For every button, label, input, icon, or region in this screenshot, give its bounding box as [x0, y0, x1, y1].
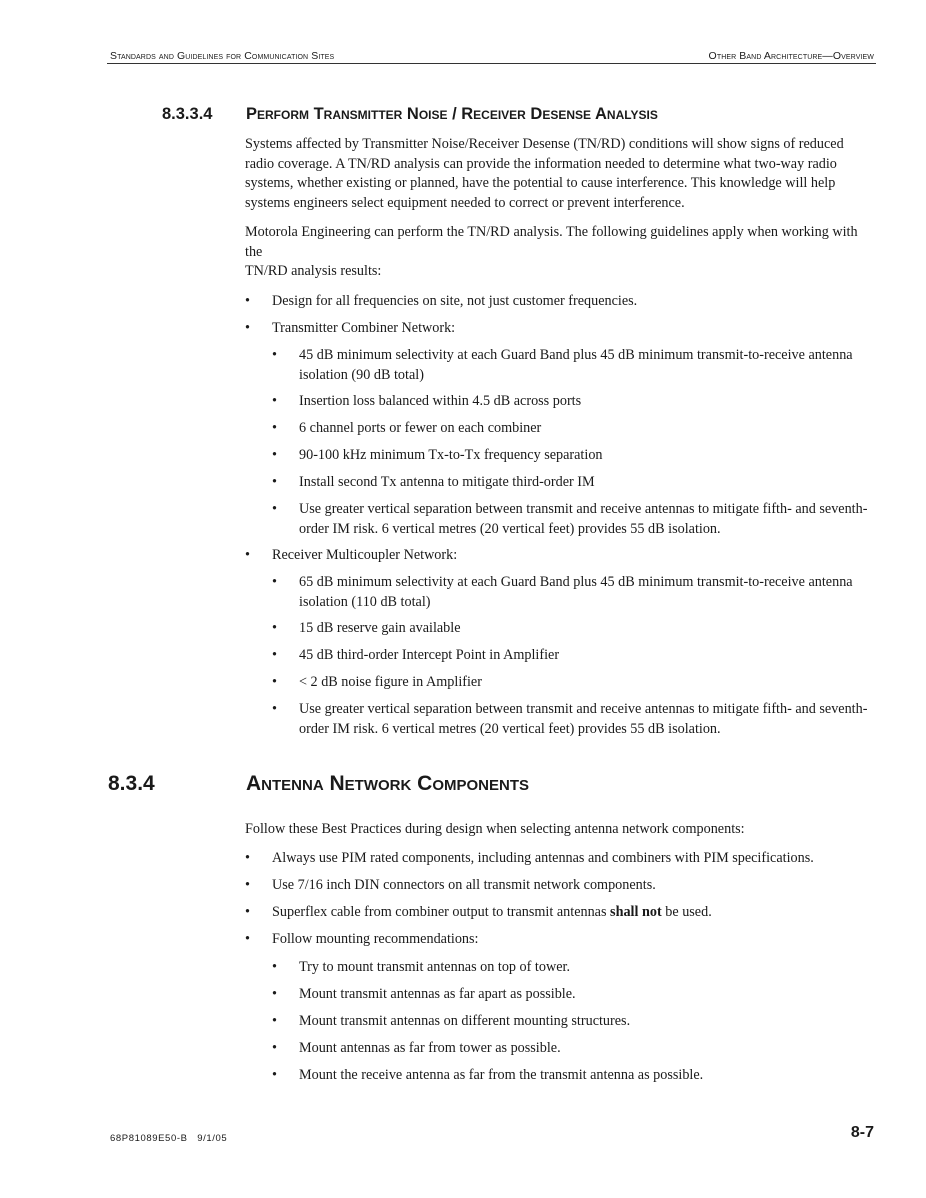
- list-item-text: Always use PIM rated components, including antennas and combiners with PIM specifications.: [272, 850, 814, 866]
- list-item: [245, 930, 875, 950]
- list-item-text: Receiver Multicoupler Network:: [272, 547, 458, 563]
- bullet-dot: •: [245, 293, 250, 309]
- bullet-dot: •: [245, 877, 250, 893]
- bullet-dot: •: [272, 620, 277, 636]
- list-item: [272, 473, 872, 493]
- paragraph-best-practices: Follow these Best Practices during design when selecting antenna network components:: [245, 821, 745, 837]
- list-item-text: Insertion loss balanced within 4.5 dB across ports: [299, 393, 582, 409]
- list-item: [272, 700, 872, 739]
- bullet-dot: •: [272, 986, 277, 1002]
- bullet-dot: •: [272, 1013, 277, 1029]
- list-item-text: Use greater vertical separation between transmit and receive antennas to mitigate fifth- and seventh-order IM risk. 6 vertical metres (20 vertical feet) provides 55 dB isolation.: [299, 701, 868, 737]
- section-title: Perform Transmitter Noise / Receiver Desense Analysis: [246, 105, 658, 123]
- list-item-text: 6 channel ports or fewer on each combiner: [299, 420, 542, 436]
- list-item: [272, 500, 872, 539]
- list-item: [245, 903, 875, 923]
- list-item: [245, 292, 875, 312]
- section-heading-8334: [162, 105, 658, 124]
- section-heading-834: [108, 772, 529, 796]
- paragraph-tnrd-intro: Systems affected by Transmitter Noise/Receiver Desense (TN/RD) conditions will show signs of reduced radio coverage. A TN/RD analysis can provide the information needed to determine what two-way radio systems, whether existing or planned, have the potential to cause interference. This knowledge will help systems engineers select equipment needed to correct or prevent interference.: [245, 136, 844, 211]
- list-item-text: 15 dB reserve gain available: [299, 620, 461, 636]
- paragraph-motorola-engineering: [245, 223, 875, 282]
- list-item: [272, 1066, 872, 1086]
- list-item-text: 45 dB minimum selectivity at each Guard Band plus 45 dB minimum transmit-to-receive antenna isolation (90 dB total): [299, 347, 853, 383]
- running-header-left: [110, 50, 334, 62]
- header-rule: [107, 63, 876, 64]
- list-item-text: Follow mounting recommendations:: [272, 931, 479, 947]
- list-item: [272, 573, 872, 612]
- list-item: [272, 619, 872, 639]
- bullet-dot: •: [272, 1067, 277, 1083]
- list-item: [272, 392, 872, 412]
- paragraph-line: TN/RD analysis results:: [245, 263, 382, 279]
- list-item-text: Mount transmit antennas as far apart as possible.: [299, 986, 576, 1002]
- bullet-dot: •: [272, 647, 277, 663]
- list-item-text: 45 dB third-order Intercept Point in Amplifier: [299, 647, 560, 663]
- running-header-right: [709, 50, 874, 62]
- bullet-dot: •: [245, 547, 250, 563]
- bullet-dot: •: [272, 574, 277, 590]
- section-number: 8.3.4: [108, 772, 155, 795]
- header-right-text: Other Band Architecture—Overview: [708, 50, 874, 62]
- bullet-dot: •: [245, 931, 250, 947]
- list-item-text: Mount transmit antennas on different mounting structures.: [299, 1013, 631, 1029]
- bullet-dot: •: [272, 501, 277, 517]
- section-number: 8.3.3.4: [162, 105, 213, 123]
- list-item-text: 90-100 kHz minimum Tx-to-Tx frequency separation: [299, 447, 603, 463]
- list-item: [272, 1039, 872, 1059]
- list-item: [272, 958, 872, 978]
- bullet-dot: •: [245, 320, 250, 336]
- list-item: [272, 346, 872, 385]
- list-item-text: Mount the receive antenna as far from the transmit antenna as possible.: [299, 1067, 704, 1083]
- bullet-dot: •: [245, 904, 250, 920]
- bullet-dot: •: [272, 347, 277, 363]
- emphasis-shall-not: shall not: [610, 904, 662, 920]
- list-item: [272, 419, 872, 439]
- page-number: 8-7: [850, 1124, 874, 1141]
- list-item: [245, 849, 875, 869]
- list-item-text: [245, 903, 875, 923]
- bullet-dot: •: [272, 447, 277, 463]
- list-item: [272, 985, 872, 1005]
- bullet-dot: •: [272, 420, 277, 436]
- footer-doc-id: 68P81089E50-B 9/1/05: [110, 1133, 228, 1144]
- bullet-dot: •: [272, 701, 277, 717]
- header-left-text: Standards and Guidelines for Communication Sites: [110, 50, 335, 62]
- text-run: Superflex cable from combiner output to transmit antennas: [272, 904, 611, 920]
- text-run: be used.: [661, 904, 712, 920]
- list-item-text: 65 dB minimum selectivity at each Guard Band plus 45 dB minimum transmit-to-receive antenna isolation (110 dB total): [299, 574, 853, 610]
- list-item: [245, 876, 875, 896]
- list-item-text: Install second Tx antenna to mitigate third-order IM: [299, 474, 595, 490]
- list-item: [272, 673, 872, 693]
- bullet-dot: •: [272, 393, 277, 409]
- list-item: [272, 1012, 872, 1032]
- list-item-text: Use greater vertical separation between transmit and receive antennas to mitigate fifth- and seventh-order IM risk. 6 vertical metres (20 vertical feet) provides 55 dB isolation.: [299, 501, 868, 537]
- list-item: [272, 446, 872, 466]
- bullet-dot: •: [272, 1040, 277, 1056]
- bullet-dot: •: [245, 850, 250, 866]
- bullet-dot: •: [272, 474, 277, 490]
- list-item-text: Transmitter Combiner Network:: [272, 320, 456, 336]
- bullet-dot: •: [272, 674, 277, 690]
- bullet-dot: •: [272, 959, 277, 975]
- section-title: Antenna Network Components: [246, 772, 529, 795]
- list-item-text: Mount antennas as far from tower as possible.: [299, 1040, 561, 1056]
- list-item: [272, 646, 872, 666]
- list-item-text: < 2 dB noise figure in Amplifier: [299, 674, 482, 690]
- list-item-text: Try to mount transmit antennas on top of tower.: [299, 959, 570, 975]
- list-item: [245, 546, 875, 566]
- list-item-text: Use 7/16 inch DIN connectors on all transmit network components.: [272, 877, 656, 893]
- list-item-text: Design for all frequencies on site, not just customer frequencies.: [272, 293, 638, 309]
- list-item: [245, 319, 875, 339]
- paragraph-line: Motorola Engineering can perform the TN/RD analysis. The following guidelines apply when working with the: [245, 224, 858, 260]
